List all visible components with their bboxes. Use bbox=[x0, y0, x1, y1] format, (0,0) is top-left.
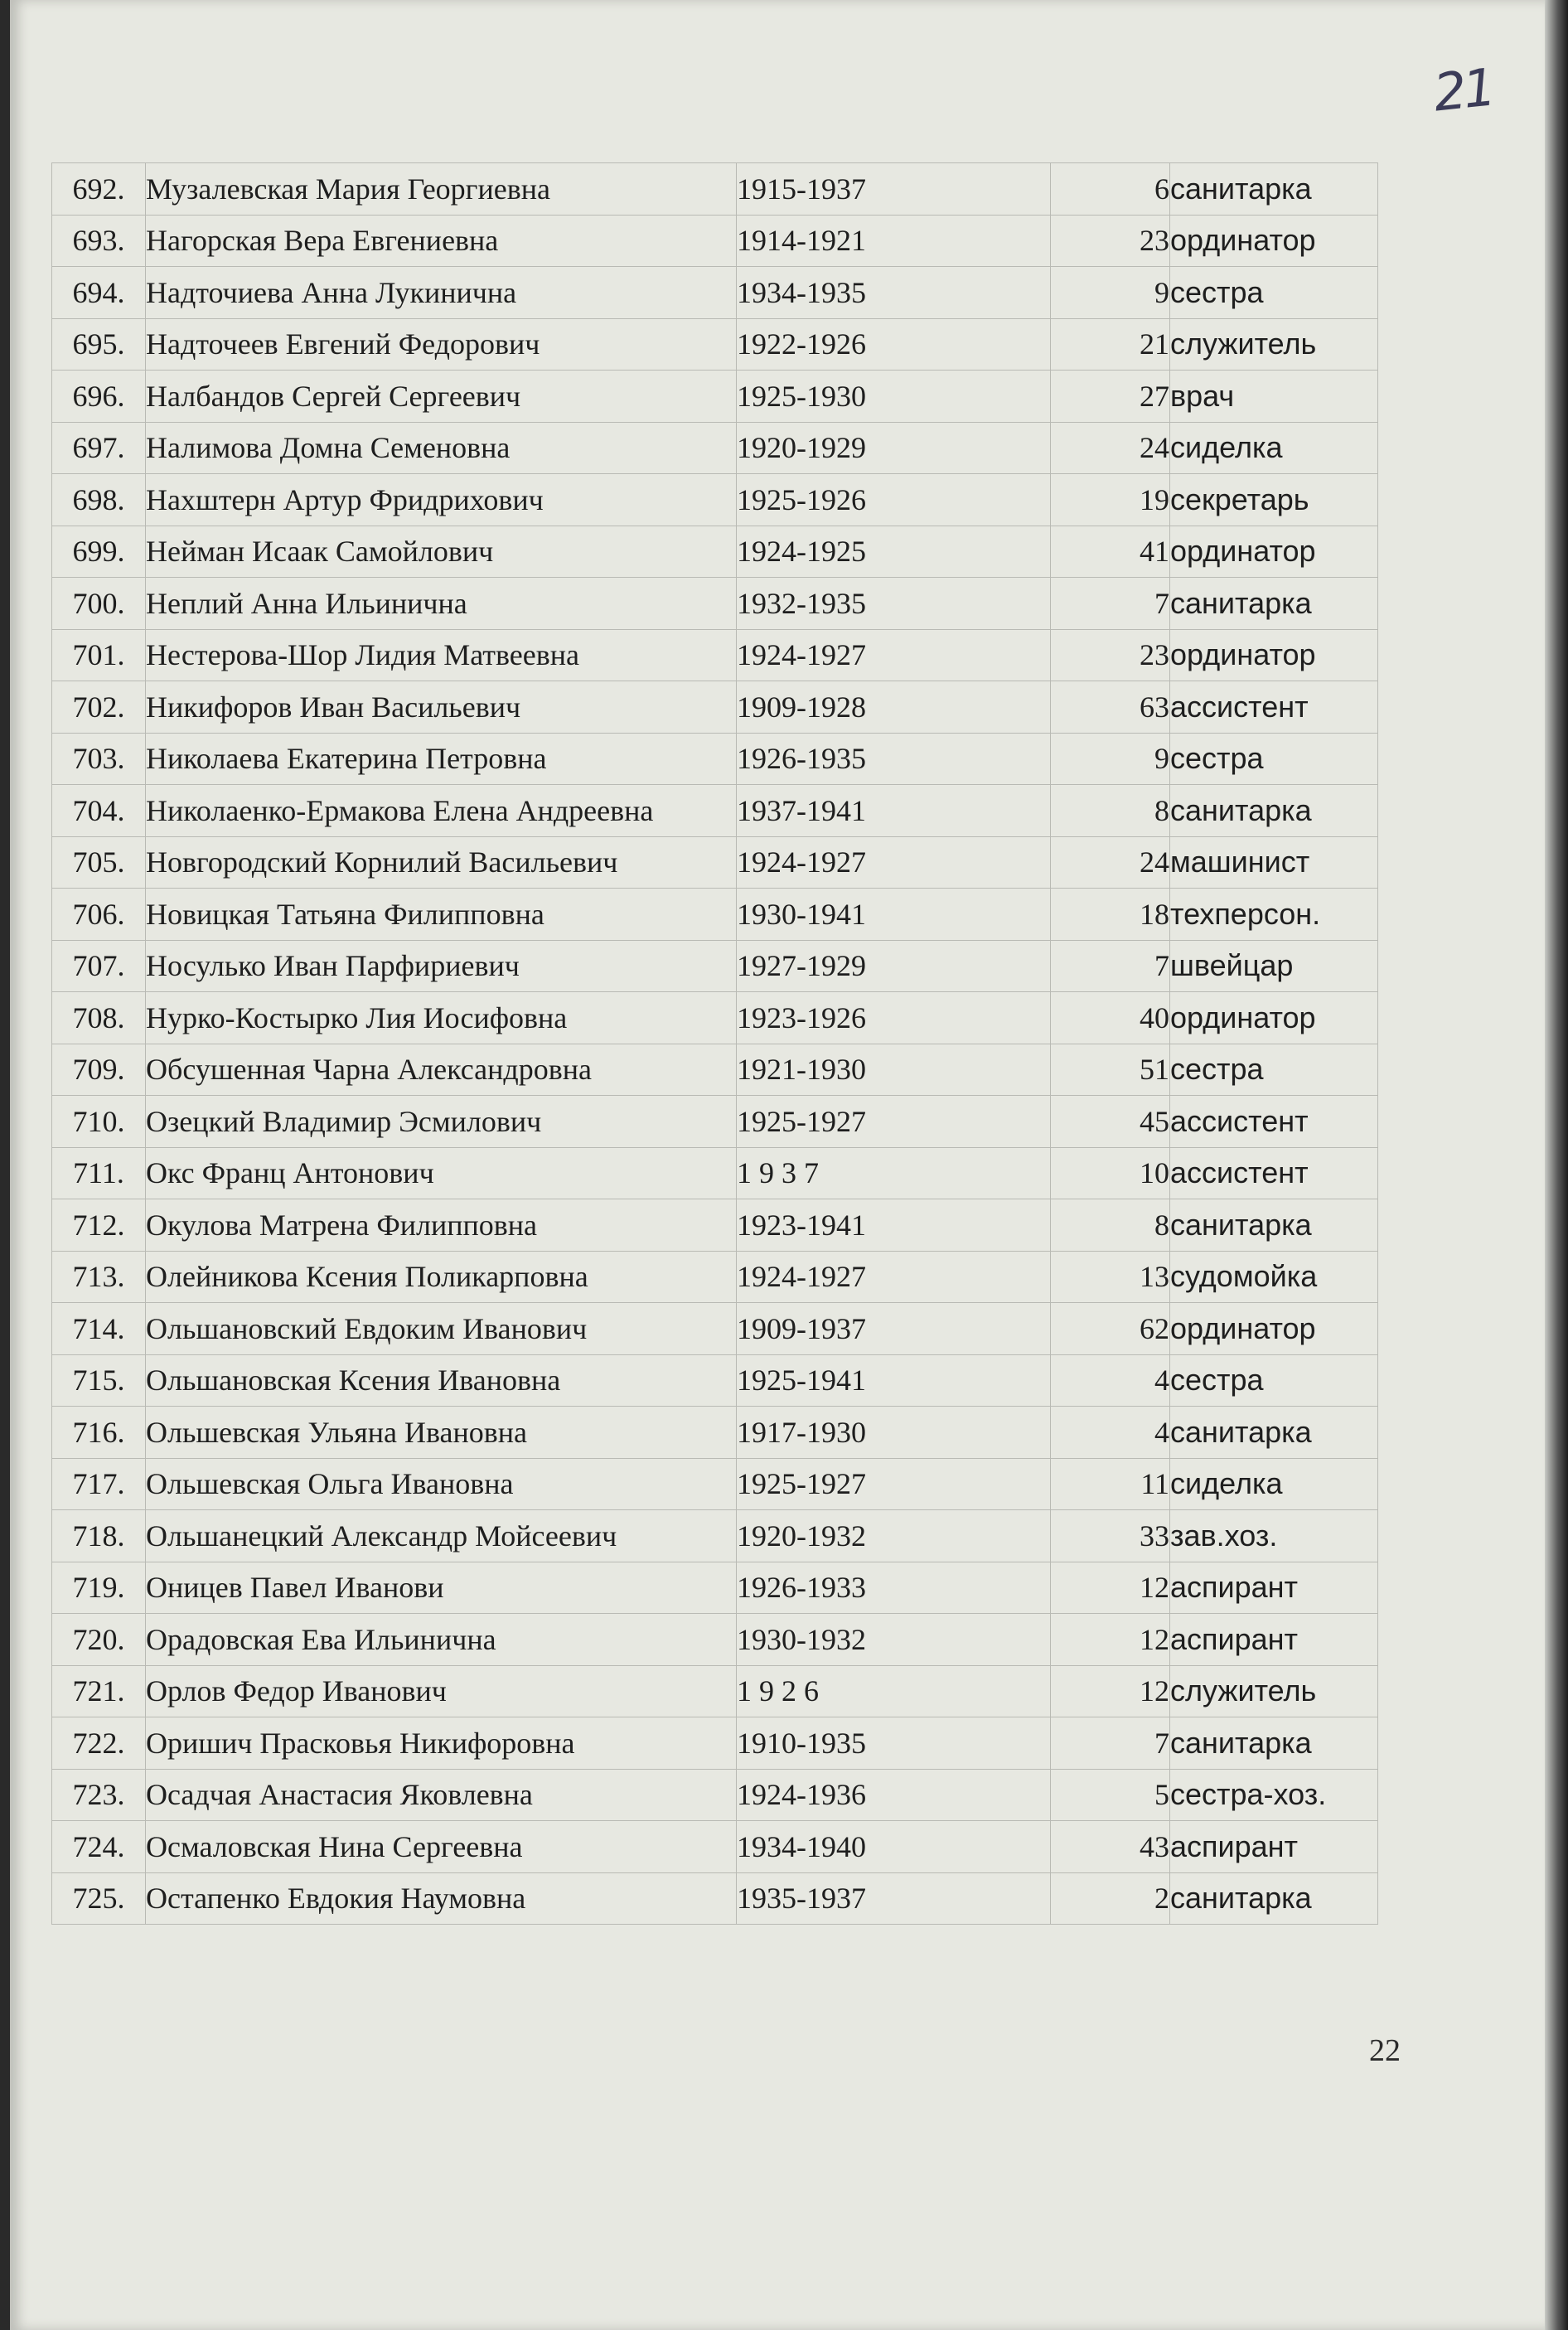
table-row bbox=[52, 992, 1378, 1044]
row-number: 714. bbox=[52, 1303, 146, 1355]
table-row bbox=[52, 681, 1378, 734]
person-name: Орадовская Ева Ильинична bbox=[146, 1614, 737, 1666]
row-number: 723. bbox=[52, 1769, 146, 1821]
record-count: 12 bbox=[1051, 1614, 1170, 1666]
row-number: 717. bbox=[52, 1458, 146, 1510]
position-title: машинист bbox=[1170, 836, 1378, 889]
position-title: сиделка bbox=[1170, 422, 1378, 474]
position-title: сиделка bbox=[1170, 1458, 1378, 1510]
position-title: служитель bbox=[1170, 318, 1378, 371]
row-number: 716. bbox=[52, 1407, 146, 1459]
handwritten-folio-number: 21 bbox=[1430, 56, 1496, 124]
service-years: 1925-1930 bbox=[737, 371, 1051, 423]
table-row bbox=[52, 1665, 1378, 1717]
table-row bbox=[52, 1044, 1378, 1096]
record-count: 4 bbox=[1051, 1407, 1170, 1459]
table-row bbox=[52, 889, 1378, 941]
row-number: 705. bbox=[52, 836, 146, 889]
position-title: санитарка bbox=[1170, 163, 1378, 216]
record-count: 24 bbox=[1051, 836, 1170, 889]
row-number: 695. bbox=[52, 318, 146, 371]
position-title: ординатор bbox=[1170, 526, 1378, 578]
service-years: 1914-1921 bbox=[737, 215, 1051, 267]
table-row bbox=[52, 940, 1378, 992]
position-title: техперсон. bbox=[1170, 889, 1378, 941]
position-title: ординатор bbox=[1170, 992, 1378, 1044]
position-title: санитарка bbox=[1170, 1199, 1378, 1252]
position-title: ассистент bbox=[1170, 1096, 1378, 1148]
row-number: 704. bbox=[52, 785, 146, 837]
record-count: 63 bbox=[1051, 681, 1170, 734]
position-title: врач bbox=[1170, 371, 1378, 423]
row-number: 706. bbox=[52, 889, 146, 941]
position-title: сестра bbox=[1170, 1044, 1378, 1096]
position-title: аспирант bbox=[1170, 1821, 1378, 1873]
person-name: Нейман Исаак Самойлович bbox=[146, 526, 737, 578]
service-years: 1924-1927 bbox=[737, 836, 1051, 889]
row-number: 693. bbox=[52, 215, 146, 267]
row-number: 703. bbox=[52, 733, 146, 785]
person-name: Новгородский Корнилий Васильевич bbox=[146, 836, 737, 889]
row-number: 698. bbox=[52, 474, 146, 526]
service-years: 1925-1927 bbox=[737, 1096, 1051, 1148]
table-row bbox=[52, 1562, 1378, 1614]
table-row bbox=[52, 1096, 1378, 1148]
table-row bbox=[52, 526, 1378, 578]
row-number: 699. bbox=[52, 526, 146, 578]
position-title: санитарка bbox=[1170, 1872, 1378, 1925]
position-title: швейцар bbox=[1170, 940, 1378, 992]
person-name: Музалевская Мария Георгиевна bbox=[146, 163, 737, 216]
position-title: сестра bbox=[1170, 1354, 1378, 1407]
person-name: Нахштерн Артур Фридрихович bbox=[146, 474, 737, 526]
table-row bbox=[52, 1303, 1378, 1355]
record-count: 43 bbox=[1051, 1821, 1170, 1873]
position-title: аспирант bbox=[1170, 1562, 1378, 1614]
record-count: 41 bbox=[1051, 526, 1170, 578]
person-name: Осадчая Анастасия Яковлевна bbox=[146, 1769, 737, 1821]
position-title: служитель bbox=[1170, 1665, 1378, 1717]
row-number: 721. bbox=[52, 1665, 146, 1717]
service-years: 1923-1926 bbox=[737, 992, 1051, 1044]
row-number: 697. bbox=[52, 422, 146, 474]
position-title: ординатор bbox=[1170, 1303, 1378, 1355]
person-name: Ольшановский Евдоким Иванович bbox=[146, 1303, 737, 1355]
person-name: Нестерова-Шор Лидия Матвеевна bbox=[146, 629, 737, 681]
table-row bbox=[52, 422, 1378, 474]
document-page bbox=[10, 0, 1545, 2330]
service-years: 1930-1932 bbox=[737, 1614, 1051, 1666]
person-name: Обсушенная Чарна Александровна bbox=[146, 1044, 737, 1096]
position-title: санитарка bbox=[1170, 1407, 1378, 1459]
person-name: Нурко-Костырко Лия Иосифовна bbox=[146, 992, 737, 1044]
record-count: 18 bbox=[1051, 889, 1170, 941]
row-number: 701. bbox=[52, 629, 146, 681]
table-row bbox=[52, 318, 1378, 371]
service-years: 1 9 2 6 bbox=[737, 1665, 1051, 1717]
record-count: 7 bbox=[1051, 1717, 1170, 1770]
table-row bbox=[52, 163, 1378, 216]
position-title: секретарь bbox=[1170, 474, 1378, 526]
row-number: 718. bbox=[52, 1510, 146, 1562]
person-name: Новицкая Татьяна Филипповна bbox=[146, 889, 737, 941]
table-row bbox=[52, 1717, 1378, 1770]
record-count: 45 bbox=[1051, 1096, 1170, 1148]
table-row bbox=[52, 785, 1378, 837]
record-count: 7 bbox=[1051, 940, 1170, 992]
table-row bbox=[52, 578, 1378, 630]
service-years: 1910-1935 bbox=[737, 1717, 1051, 1770]
person-name: Осмаловская Нина Сергеевна bbox=[146, 1821, 737, 1873]
position-title: сестра bbox=[1170, 267, 1378, 319]
row-number: 696. bbox=[52, 371, 146, 423]
person-name: Николаева Екатерина Петровна bbox=[146, 733, 737, 785]
service-years: 1924-1925 bbox=[737, 526, 1051, 578]
position-title: аспирант bbox=[1170, 1614, 1378, 1666]
row-number: 713. bbox=[52, 1251, 146, 1303]
record-count: 8 bbox=[1051, 785, 1170, 837]
table-row bbox=[52, 267, 1378, 319]
record-count: 6 bbox=[1051, 163, 1170, 216]
table-row bbox=[52, 836, 1378, 889]
row-number: 710. bbox=[52, 1096, 146, 1148]
row-number: 702. bbox=[52, 681, 146, 734]
row-number: 709. bbox=[52, 1044, 146, 1096]
person-name: Оницев Павел Иванови bbox=[146, 1562, 737, 1614]
record-count: 12 bbox=[1051, 1665, 1170, 1717]
person-name: Налбандов Сергей Сергеевич bbox=[146, 371, 737, 423]
position-title: зав.хоз. bbox=[1170, 1510, 1378, 1562]
table-row bbox=[52, 1510, 1378, 1562]
row-number: 715. bbox=[52, 1354, 146, 1407]
service-years: 1915-1937 bbox=[737, 163, 1051, 216]
record-count: 51 bbox=[1051, 1044, 1170, 1096]
row-number: 720. bbox=[52, 1614, 146, 1666]
service-years: 1909-1928 bbox=[737, 681, 1051, 734]
record-count: 10 bbox=[1051, 1147, 1170, 1199]
record-count: 33 bbox=[1051, 1510, 1170, 1562]
service-years: 1924-1936 bbox=[737, 1769, 1051, 1821]
person-name: Никифоров Иван Васильевич bbox=[146, 681, 737, 734]
record-count: 12 bbox=[1051, 1562, 1170, 1614]
record-count: 5 bbox=[1051, 1769, 1170, 1821]
service-years: 1926-1933 bbox=[737, 1562, 1051, 1614]
position-title: сестра-хоз. bbox=[1170, 1769, 1378, 1821]
service-years: 1935-1937 bbox=[737, 1872, 1051, 1925]
table-row bbox=[52, 1147, 1378, 1199]
table-row bbox=[52, 1458, 1378, 1510]
record-count: 4 bbox=[1051, 1354, 1170, 1407]
person-name: Орлов Федор Иванович bbox=[146, 1665, 737, 1717]
record-count: 8 bbox=[1051, 1199, 1170, 1252]
position-title: санитарка bbox=[1170, 785, 1378, 837]
position-title: санитарка bbox=[1170, 578, 1378, 630]
record-count: 23 bbox=[1051, 629, 1170, 681]
position-title: санитарка bbox=[1170, 1717, 1378, 1770]
person-name: Окулова Матрена Филипповна bbox=[146, 1199, 737, 1252]
person-name: Надточеев Евгений Федорович bbox=[146, 318, 737, 371]
service-years: 1924-1927 bbox=[737, 629, 1051, 681]
position-title: ассистент bbox=[1170, 1147, 1378, 1199]
table-row bbox=[52, 1407, 1378, 1459]
position-title: сестра bbox=[1170, 733, 1378, 785]
table-row bbox=[52, 1821, 1378, 1873]
page-number: 22 bbox=[1369, 2033, 1401, 2068]
table-row bbox=[52, 1354, 1378, 1407]
service-years: 1925-1941 bbox=[737, 1354, 1051, 1407]
record-count: 7 bbox=[1051, 578, 1170, 630]
position-title: ассистент bbox=[1170, 681, 1378, 734]
service-years: 1934-1940 bbox=[737, 1821, 1051, 1873]
person-name: Налимова Домна Семеновна bbox=[146, 422, 737, 474]
position-title: судомойка bbox=[1170, 1251, 1378, 1303]
person-name: Окс Франц Антонович bbox=[146, 1147, 737, 1199]
table-row bbox=[52, 1614, 1378, 1666]
person-name: Нагорская Вера Евгениевна bbox=[146, 215, 737, 267]
service-years: 1925-1926 bbox=[737, 474, 1051, 526]
person-name: Олейникова Ксения Поликарповна bbox=[146, 1251, 737, 1303]
row-number: 708. bbox=[52, 992, 146, 1044]
service-years: 1934-1935 bbox=[737, 267, 1051, 319]
position-title: ординатор bbox=[1170, 215, 1378, 267]
table-row bbox=[52, 1872, 1378, 1925]
row-number: 722. bbox=[52, 1717, 146, 1770]
service-years: 1924-1927 bbox=[737, 1251, 1051, 1303]
record-count: 2 bbox=[1051, 1872, 1170, 1925]
register-body bbox=[52, 163, 1378, 1925]
person-name: Надточиева Анна Лукинична bbox=[146, 267, 737, 319]
page-edge-shadow bbox=[1545, 0, 1568, 2330]
record-count: 9 bbox=[1051, 267, 1170, 319]
person-name: Ольшевская Ольга Ивановна bbox=[146, 1458, 737, 1510]
person-name: Остапенко Евдокия Наумовна bbox=[146, 1872, 737, 1925]
row-number: 694. bbox=[52, 267, 146, 319]
row-number: 707. bbox=[52, 940, 146, 992]
service-years: 1927-1929 bbox=[737, 940, 1051, 992]
record-count: 24 bbox=[1051, 422, 1170, 474]
service-years: 1930-1941 bbox=[737, 889, 1051, 941]
row-number: 692. bbox=[52, 163, 146, 216]
record-count: 11 bbox=[1051, 1458, 1170, 1510]
service-years: 1920-1929 bbox=[737, 422, 1051, 474]
person-name: Носулько Иван Парфириевич bbox=[146, 940, 737, 992]
service-years: 1932-1935 bbox=[737, 578, 1051, 630]
record-count: 19 bbox=[1051, 474, 1170, 526]
table-row bbox=[52, 1769, 1378, 1821]
person-name: Ольшановская Ксения Ивановна bbox=[146, 1354, 737, 1407]
record-count: 40 bbox=[1051, 992, 1170, 1044]
row-number: 712. bbox=[52, 1199, 146, 1252]
record-count: 27 bbox=[1051, 371, 1170, 423]
table-row bbox=[52, 1199, 1378, 1252]
row-number: 711. bbox=[52, 1147, 146, 1199]
service-years: 1926-1935 bbox=[737, 733, 1051, 785]
row-number: 700. bbox=[52, 578, 146, 630]
row-number: 725. bbox=[52, 1872, 146, 1925]
person-name: Николаенко-Ермакова Елена Андреевна bbox=[146, 785, 737, 837]
service-years: 1925-1927 bbox=[737, 1458, 1051, 1510]
service-years: 1917-1930 bbox=[737, 1407, 1051, 1459]
person-name: Оришич Прасковья Никифоровна bbox=[146, 1717, 737, 1770]
person-name: Ольшанецкий Александр Мойсеевич bbox=[146, 1510, 737, 1562]
record-count: 21 bbox=[1051, 318, 1170, 371]
person-name: Озецкий Владимир Эсмилович bbox=[146, 1096, 737, 1148]
service-years: 1920-1932 bbox=[737, 1510, 1051, 1562]
service-years: 1921-1930 bbox=[737, 1044, 1051, 1096]
service-years: 1923-1941 bbox=[737, 1199, 1051, 1252]
service-years: 1937-1941 bbox=[737, 785, 1051, 837]
staff-register-table bbox=[51, 162, 1378, 1925]
record-count: 9 bbox=[1051, 733, 1170, 785]
table-row bbox=[52, 1251, 1378, 1303]
service-years: 1 9 3 7 bbox=[737, 1147, 1051, 1199]
record-count: 23 bbox=[1051, 215, 1170, 267]
position-title: ординатор bbox=[1170, 629, 1378, 681]
person-name: Ольшевская Ульяна Ивановна bbox=[146, 1407, 737, 1459]
row-number: 724. bbox=[52, 1821, 146, 1873]
record-count: 13 bbox=[1051, 1251, 1170, 1303]
record-count: 62 bbox=[1051, 1303, 1170, 1355]
service-years: 1922-1926 bbox=[737, 318, 1051, 371]
service-years: 1909-1937 bbox=[737, 1303, 1051, 1355]
person-name: Неплий Анна Ильинична bbox=[146, 578, 737, 630]
table-row bbox=[52, 215, 1378, 267]
row-number: 719. bbox=[52, 1562, 146, 1614]
table-row bbox=[52, 371, 1378, 423]
table-row bbox=[52, 474, 1378, 526]
table-row bbox=[52, 733, 1378, 785]
table-row bbox=[52, 629, 1378, 681]
